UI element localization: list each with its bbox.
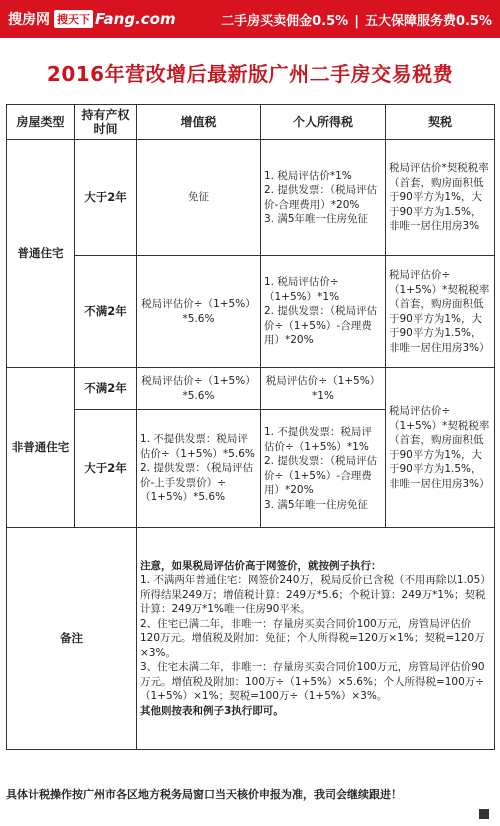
deed-ordinary-under2: 税局评估价÷（1+5%）*契税税率（首套，购房面积低于90平方为1%，大于90平方为1.5%，非唯一居住用房3%） [386,256,495,368]
income-nonordinary-under2: 税局评估价÷（1+5%）*1% [261,368,386,410]
deed-nonordinary: 税局评估价÷（1+5%）*契税税率（首套，购房面积低于90平方为1%，大于90平方为1.5%，非唯一居住用房3%） [386,368,495,528]
period-ordinary-under2: 不满2年 [75,256,137,368]
vat-nonordinary-under2: 税局评估价÷（1+5%）*5.6% [137,368,261,410]
header-income-tax: 个人所得税 [261,105,386,140]
remarks-label: 备注 [7,528,137,750]
banner-slogan [178,10,500,29]
income-nonordinary-over2: 1. 不提供发票：税局评估价÷（1+5%）*1% 2. 提供发票：（税局评估价÷（1+5%）-合理费用）*20% 3. 满5年唯一住房免征 [261,410,386,528]
remarks-closing: 其他则按表和例子3执行即可。 [140,704,284,717]
footer-notice: 具体计税操作按广州市各区地方税务局窗口当天核价申报为准，我司会继续跟进！ [6,788,402,801]
deed-ordinary-over2: 税局评估价*契税税率 （首套，购房面积低于90平方为1%，大于90平方为1.5%，非唯一居住用房3% [386,140,495,256]
remarks-row [7,528,495,750]
vat-nonordinary-over2: 1. 不提供发票：税局评估价÷（1+5%）*5.6% 2. 提供发票：（税局评估价-上手发票价）÷（1+5%）*5.6% [137,410,261,528]
slogan-separator: | [354,13,359,29]
type-ordinary: 普通住宅 [7,140,75,368]
qr-code-icon [476,806,492,822]
table-row [7,368,495,410]
header-vat: 增值税 [137,105,261,140]
vat-ordinary-over2: 免征 [137,140,261,256]
top-banner [0,0,500,38]
header-hold-period: 持有产权时间 [75,105,137,140]
page-title: 2016年营改增后最新版广州二手房交易税费 [46,62,454,86]
remarks-intro: 注意，如果税局评估价高于网签价，就按例子执行： [140,559,382,572]
period-nonordinary-over2: 大于2年 [75,410,137,528]
income-ordinary-under2: 1. 税局评估价÷（1+5%）*1% 2. 提供发票：（税局评估价÷（1+5%）-合理费用）*20% [261,256,386,368]
remarks-example-1: 1. 不满两年普通住宅：网签价240万，税局反价已含税（不用再除以1.05）所得结果249万；增值税计算：249万*5.6；个税计算：249万*1%；契税计算：249万*1%唯一住房90平米。 [140,574,491,616]
period-ordinary-over2: 大于2年 [75,140,137,256]
type-nonordinary: 非普通住宅 [7,368,75,528]
period-nonordinary-under2: 不满2年 [75,368,137,410]
table-header-row [7,105,495,140]
header-house-type: 房屋类型 [7,105,75,140]
table-row [7,140,495,256]
tax-table [6,104,495,750]
slogan-service-fee: 五大保障服务费0.5% [364,13,492,29]
remarks-content [137,528,495,750]
vat-ordinary-under2: 税局评估价÷（1+5%）*5.6% [137,256,261,368]
brand-name-en: Fang.com [95,10,176,28]
brand-badge: 搜天下 [54,10,93,28]
slogan-commission: 二手房买卖佣金0.5% [221,13,349,29]
remarks-example-3: 3、住宅未满二年，非唯一：存量房买卖合同价100万元，房管局评估价90万元。增值税及附加：100万÷（1+5%）×5.6%；个人所得税=100万÷（1+5%）×1%；契税=100万÷（1+5%）×3%。 [140,661,485,703]
table-row [7,256,495,368]
header-deed-tax: 契税 [386,105,495,140]
brand-name-cn: 搜房网 [8,12,50,28]
brand-logo[interactable] [0,9,178,29]
income-ordinary-over2: 1. 税局评估价*1% 2. 提供发票：（税局评估价-合理费用）*20% 3. 满5年唯一住房免征 [261,140,386,256]
remarks-example-2: 2、住宅已满二年，非唯一：存量房买卖合同价100万元，房管局评估价120万元。增值税及附加：免征；个人所得税=120万×1%；契税=120万×3%。 [140,617,485,659]
